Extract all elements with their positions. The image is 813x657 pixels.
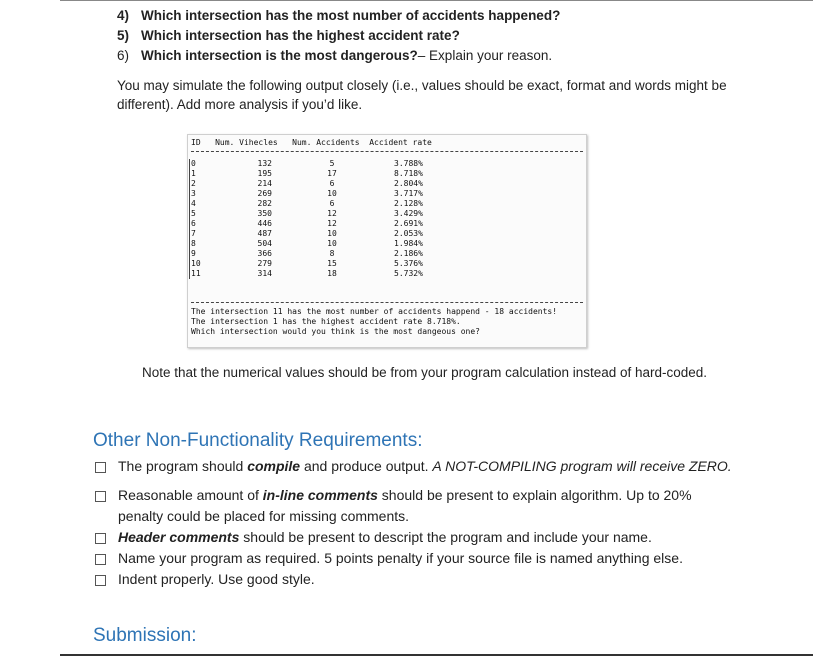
console-cell-vehicles: 282 bbox=[257, 199, 272, 208]
question-text: Which intersection has the most number of accidents happened? bbox=[141, 8, 561, 23]
console-summary-line: The intersection 11 has the most number of accidents happend - 18 accidents! bbox=[191, 307, 558, 316]
console-cell-rate: 2.804% bbox=[394, 179, 423, 188]
console-row bbox=[188, 239, 586, 249]
requirement-item bbox=[93, 527, 733, 548]
question-text: Which intersection is the most dangerous? bbox=[141, 48, 418, 63]
console-cell-vehicles: 279 bbox=[257, 259, 272, 268]
question-item bbox=[117, 26, 560, 46]
console-cell-accidents: 10 bbox=[327, 239, 337, 248]
console-row bbox=[188, 189, 586, 199]
requirement-text: Indent properly. Use good style. bbox=[118, 571, 315, 587]
question-number: 5) bbox=[117, 28, 130, 43]
console-cell-accidents: 18 bbox=[327, 269, 337, 278]
checkbox-bullet-icon bbox=[95, 491, 106, 502]
console-row bbox=[188, 159, 586, 169]
note-text: Note that the numerical values should be from your program calculation instead of hard-coded. bbox=[142, 365, 708, 380]
requirement-text: Reasonable amount of bbox=[118, 487, 263, 503]
console-cell-vehicles: 350 bbox=[257, 209, 272, 218]
requirement-italic: A NOT-COMPILING program will receive ZERO. bbox=[432, 458, 732, 474]
requirement-item bbox=[93, 485, 733, 527]
requirement-item bbox=[93, 456, 733, 477]
console-cell-vehicles: 446 bbox=[257, 219, 272, 228]
console-cell-rate: 3.717% bbox=[394, 189, 423, 198]
requirement-text: and produce output. bbox=[300, 458, 433, 474]
console-divider bbox=[191, 302, 583, 303]
console-cell-vehicles: 269 bbox=[257, 189, 272, 198]
console-cell-vehicles: 366 bbox=[257, 249, 272, 258]
bottom-rule bbox=[60, 654, 813, 656]
console-cell-rate: 5.376% bbox=[394, 259, 423, 268]
console-cell-id: 4 bbox=[191, 199, 196, 208]
console-cell-accidents: 15 bbox=[327, 259, 337, 268]
console-row bbox=[188, 179, 586, 189]
console-summary-line: Which intersection would you think is the most dangeous one? bbox=[191, 327, 480, 336]
console-cell-vehicles: 487 bbox=[257, 229, 272, 238]
section-heading-other: Other Non-Functionality Requirements: bbox=[93, 430, 423, 451]
requirement-emphasis: in-line comments bbox=[262, 487, 378, 503]
console-cell-rate: 3.429% bbox=[394, 209, 423, 218]
requirement-emphasis: compile bbox=[247, 458, 301, 474]
question-item bbox=[117, 6, 560, 26]
console-cell-accidents: 8 bbox=[329, 249, 335, 258]
question-item bbox=[117, 46, 560, 66]
requirements-list bbox=[93, 456, 733, 590]
console-cell-id: 5 bbox=[191, 209, 196, 218]
console-cell-rate: 1.984% bbox=[394, 239, 423, 248]
checkbox-bullet-icon bbox=[95, 533, 106, 544]
checkbox-bullet-icon bbox=[95, 462, 106, 473]
console-row bbox=[188, 169, 586, 179]
console-row bbox=[188, 229, 586, 239]
console-cell-id: 6 bbox=[191, 219, 196, 228]
console-cell-rate: 3.788% bbox=[394, 159, 423, 168]
console-cell-rate: 8.718% bbox=[394, 169, 423, 178]
console-cell-accidents: 12 bbox=[327, 219, 337, 228]
console-cell-id: 11 bbox=[191, 269, 201, 278]
checkbox-bullet-icon bbox=[95, 575, 106, 586]
question-text: Which intersection has the highest accident rate? bbox=[141, 28, 460, 43]
console-cell-accidents: 10 bbox=[327, 229, 337, 238]
requirement-text: Name your program as required. 5 points penalty if your source file is named anything else. bbox=[118, 550, 683, 566]
console-cell-vehicles: 504 bbox=[257, 239, 272, 248]
console-output-screenshot bbox=[187, 134, 587, 348]
requirement-text: should be present to descript the program and include your name. bbox=[239, 529, 652, 545]
question-number: 6) bbox=[117, 48, 130, 63]
question-number: 4) bbox=[117, 8, 130, 23]
console-row bbox=[188, 219, 586, 229]
top-rule bbox=[60, 0, 813, 1]
question-list bbox=[117, 6, 560, 66]
checkbox-bullet-icon bbox=[95, 554, 106, 565]
console-cell-vehicles: 214 bbox=[257, 179, 272, 188]
console-cell-rate: 2.053% bbox=[394, 229, 423, 238]
requirement-emphasis: Header comments bbox=[118, 529, 240, 545]
console-cell-id: 0 bbox=[191, 159, 196, 168]
console-summary-line: The intersection 1 has the highest accident rate 8.718%. bbox=[191, 317, 461, 326]
console-cell-rate: 2.186% bbox=[394, 249, 423, 258]
console-row bbox=[188, 209, 586, 219]
console-row bbox=[188, 269, 586, 279]
console-header: ID Num. Vihecles Num. Accidents Accident rate bbox=[191, 138, 432, 147]
console-cell-accidents: 10 bbox=[327, 189, 337, 198]
console-cell-accidents: 5 bbox=[329, 159, 335, 168]
console-row bbox=[188, 199, 586, 209]
console-cell-rate: 2.128% bbox=[394, 199, 423, 208]
console-summary bbox=[191, 307, 557, 337]
section-heading-submission: Submission: bbox=[93, 625, 197, 646]
console-cell-vehicles: 132 bbox=[257, 159, 272, 168]
console-divider bbox=[191, 151, 583, 152]
question-suffix: – Explain your reason. bbox=[417, 48, 553, 63]
requirement-text: should be present to explain algorithm. Up to 20% penalty could be placed for missing comments. bbox=[118, 487, 692, 524]
console-cell-accidents: 6 bbox=[329, 179, 335, 188]
console-cell-id: 10 bbox=[191, 259, 201, 268]
console-cell-accidents: 17 bbox=[327, 169, 337, 178]
console-cell-id: 2 bbox=[191, 179, 196, 188]
console-cell-accidents: 12 bbox=[327, 209, 337, 218]
console-row bbox=[188, 249, 586, 259]
console-cell-id: 1 bbox=[191, 169, 196, 178]
requirement-item bbox=[93, 548, 733, 569]
console-cell-id: 7 bbox=[191, 229, 196, 238]
console-cell-id: 9 bbox=[191, 249, 196, 258]
requirement-text: The program should bbox=[118, 458, 248, 474]
console-row bbox=[188, 259, 586, 269]
console-cell-vehicles: 195 bbox=[257, 169, 272, 178]
console-cell-rate: 5.732% bbox=[394, 269, 423, 278]
console-cell-id: 8 bbox=[191, 239, 196, 248]
console-cell-rate: 2.691% bbox=[394, 219, 423, 228]
console-rows bbox=[188, 159, 586, 279]
console-cell-id: 3 bbox=[191, 189, 196, 198]
console-cell-vehicles: 314 bbox=[257, 269, 272, 278]
console-cell-accidents: 6 bbox=[329, 199, 335, 208]
simulate-paragraph: You may simulate the following output closely (i.e., values should be exact, format and words might be different). Add more analysis if you’d like. bbox=[117, 78, 727, 112]
requirement-item bbox=[93, 569, 733, 590]
